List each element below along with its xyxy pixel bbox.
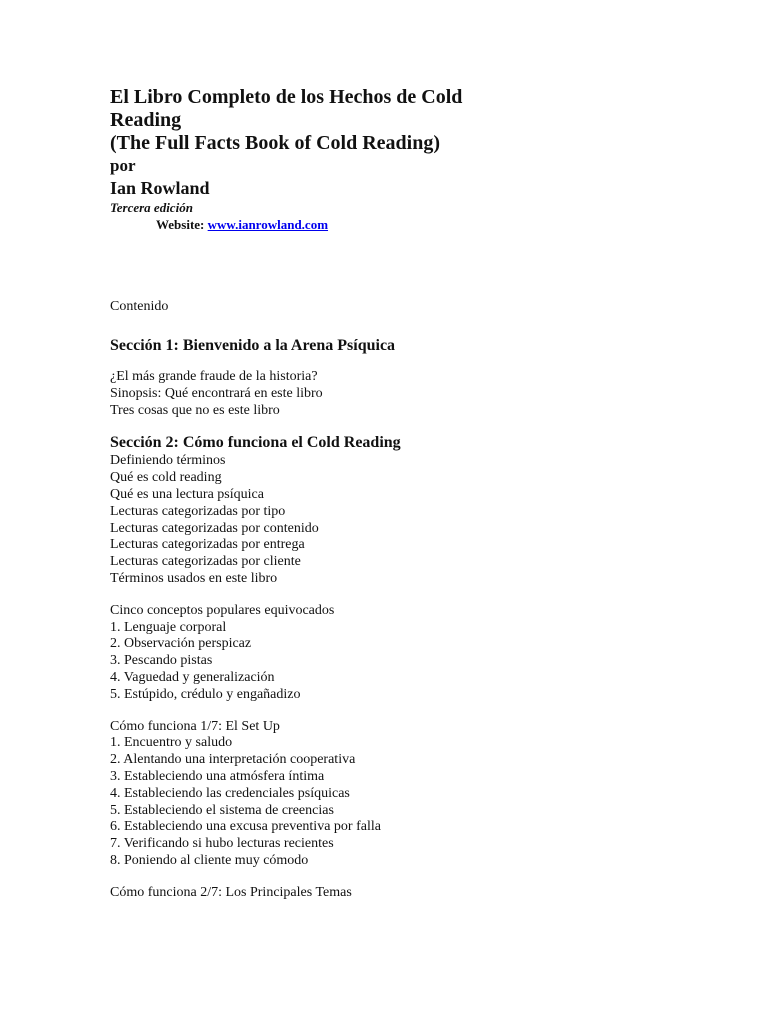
list-item: 3. Estableciendo una atmósfera íntima <box>110 768 325 784</box>
list-item: Qué es cold reading <box>110 470 222 486</box>
document-page <box>110 86 728 902</box>
group-heading: Cómo funciona 2/7: Los Principales Temas <box>110 884 352 900</box>
list-item: 5. Estúpido, crédulo y engañadizo <box>110 686 301 702</box>
list-item: 1. Lenguaje corporal <box>110 619 227 635</box>
list-item: Lecturas categorizadas por tipo <box>110 503 286 519</box>
group-heading: Cinco conceptos populares equivocados <box>110 602 335 618</box>
title-block <box>110 86 728 234</box>
list-item: Lecturas categorizadas por contenido <box>110 520 319 536</box>
list-item: 8. Poniendo al cliente muy cómodo <box>110 852 309 868</box>
section-1-list <box>110 369 728 419</box>
title-por: por <box>110 156 136 175</box>
list-item: Sinopsis: Qué encontrará en este libro <box>110 385 323 401</box>
list-item: 7. Verificando si hubo lecturas recientes <box>110 836 334 852</box>
section-2-heading: Sección 2: Cómo funciona el Cold Reading <box>110 434 401 452</box>
misconceptions-group <box>110 603 728 704</box>
contents-label: Contenido <box>110 299 169 314</box>
edition-label: Tercera edición <box>110 200 193 215</box>
list-item: 3. Pescando pistas <box>110 653 213 669</box>
list-item: Definiendo términos <box>110 453 226 469</box>
list-item: Lecturas categorizadas por entrega <box>110 537 305 553</box>
title-line-3: (The Full Facts Book of Cold Reading) <box>110 132 441 154</box>
list-item: Términos usados en este libro <box>110 570 278 586</box>
list-item: Tres cosas que no es este libro <box>110 402 280 418</box>
list-item: ¿El más grande fraude de la historia? <box>110 369 318 384</box>
list-item: 5. Estableciendo el sistema de creencias <box>110 802 334 818</box>
website-label: Website: <box>156 217 205 232</box>
title-line-1: El Libro Completo de los Hechos de Cold <box>110 86 463 108</box>
setup-group <box>110 719 728 870</box>
group-heading: Cómo funciona 1/7: El Set Up <box>110 718 280 734</box>
section-1-heading: Sección 1: Bienvenido a la Arena Psíquica <box>110 337 396 354</box>
list-item: Qué es una lectura psíquica <box>110 486 264 502</box>
list-item: 2. Observación perspicaz <box>110 636 252 652</box>
list-item: 4. Vaguedad y generalización <box>110 669 275 685</box>
website-link[interactable]: www.ianrowland.com <box>207 217 329 232</box>
themes-group <box>110 885 728 902</box>
website-row <box>156 216 728 234</box>
list-item: 2. Alentando una interpretación cooperativa <box>110 752 356 768</box>
section-2-list <box>110 453 728 587</box>
list-item: 4. Estableciendo las credenciales psíquicas <box>110 785 350 801</box>
author-name: Ian Rowland <box>110 178 210 198</box>
list-item: 1. Encuentro y saludo <box>110 735 233 751</box>
list-item: Lecturas categorizadas por cliente <box>110 554 301 570</box>
title-line-2: Reading <box>110 109 182 131</box>
list-item: 6. Estableciendo una excusa preventiva por falla <box>110 819 381 835</box>
